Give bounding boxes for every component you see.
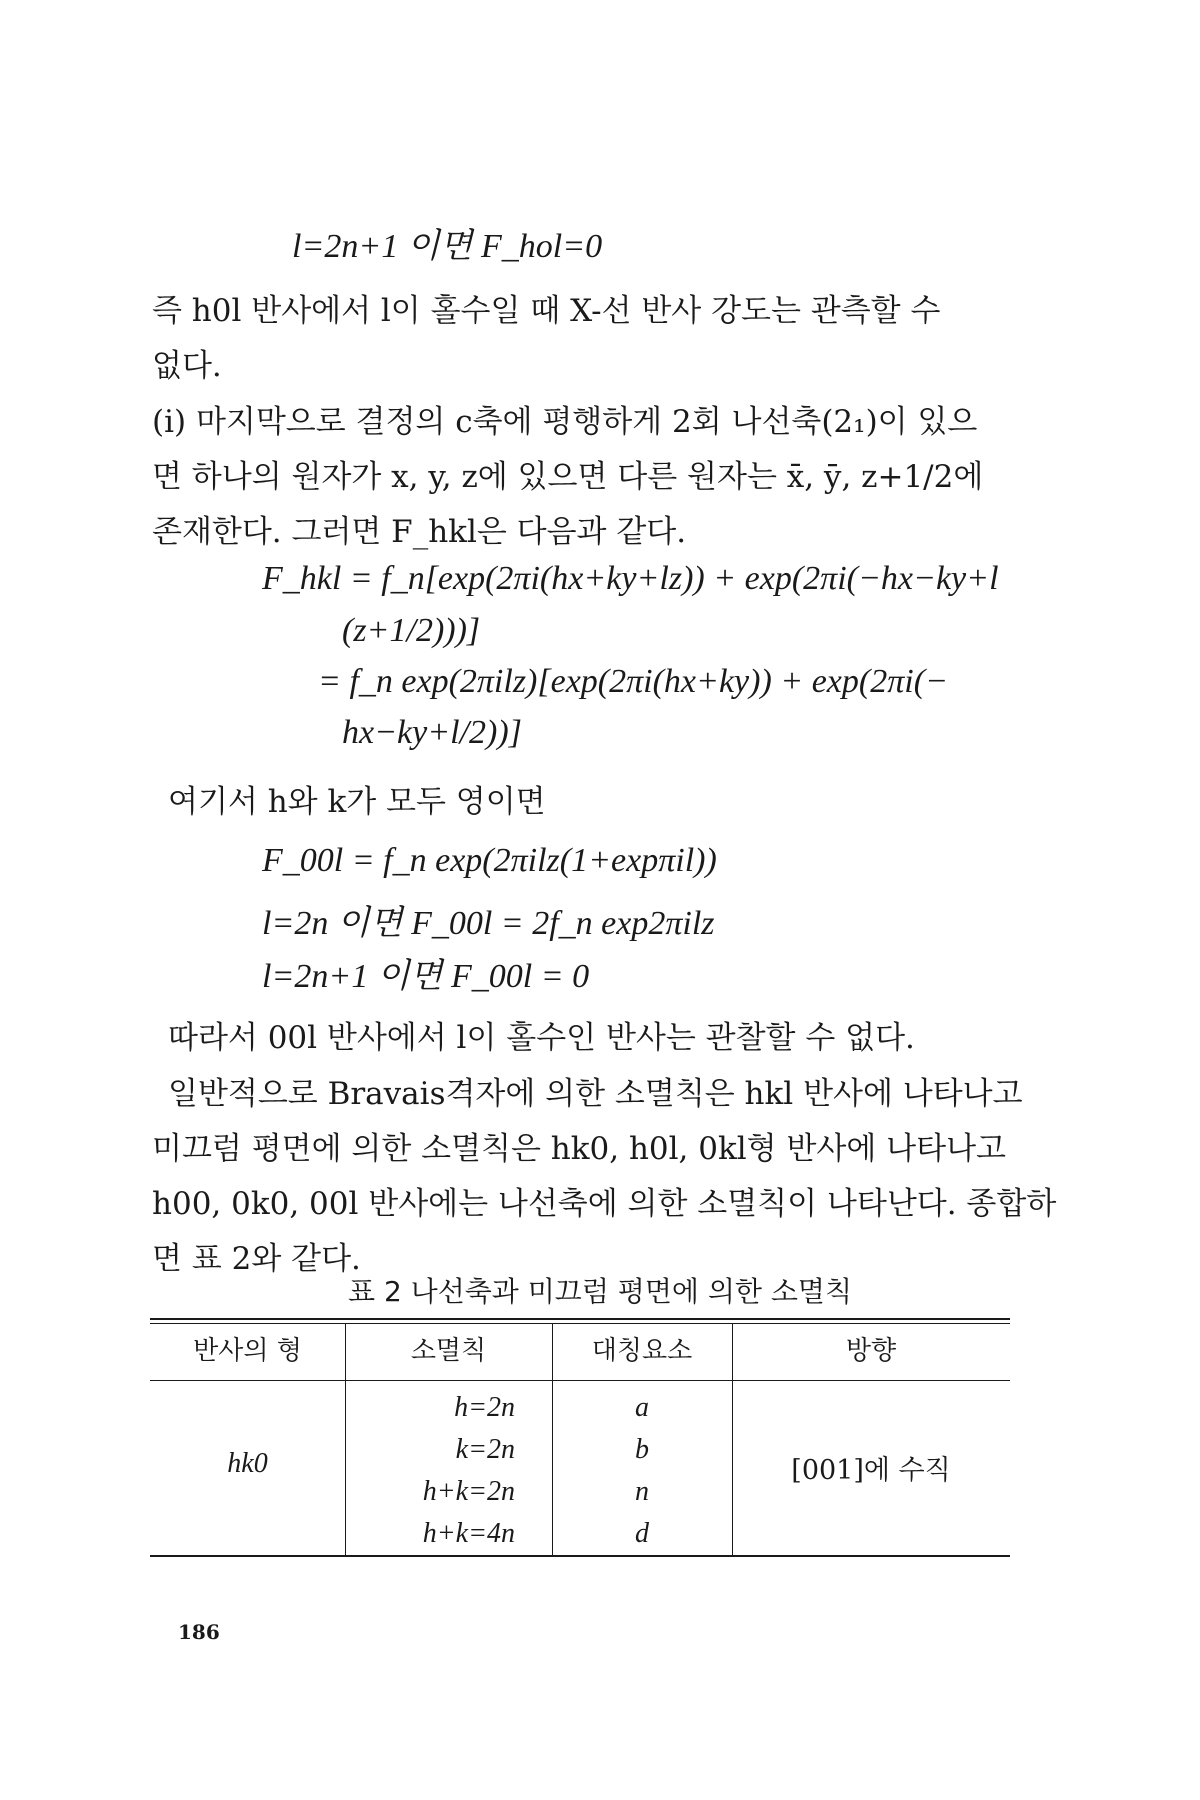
paragraph-5-line-1: 일반적으로 Bravais격자에 의한 소멸칙은 hkl 반사에 나타나고 bbox=[168, 1076, 1023, 1112]
table-header-cell: 대칭요소 bbox=[591, 1336, 693, 1366]
equation-1-line-4: hx−ky+l/2))] bbox=[342, 714, 522, 751]
paragraph-2-line-3: 존재한다. 그러면 F_hkl은 다음과 같다. bbox=[152, 514, 687, 550]
table-cell-condition: k=2n bbox=[455, 1434, 515, 1465]
paragraph-5-line-3: h00, 0k0, 00l 반사에는 나선축에 의한 소멸칙이 나타난다. 종합하 bbox=[152, 1186, 1057, 1222]
table-cell-element: n bbox=[635, 1476, 649, 1507]
paragraph-2-line-1: (i) 마지막으로 결정의 c축에 평행하게 2회 나선축(2₁)이 있으 bbox=[152, 404, 978, 440]
equation-2-line-1: F_00l = f_n exp(2πilz(1+expπil)) bbox=[262, 842, 717, 879]
table-cell-condition: h=2n bbox=[454, 1392, 515, 1423]
equation-1-line-1: F_hkl = f_n[exp(2πi(hx+ky+lz)) + exp(2πi(−hx−ky+l bbox=[262, 560, 999, 597]
table-top-rule-inner bbox=[150, 1323, 1010, 1324]
table-bottom-rule bbox=[150, 1555, 1010, 1557]
table-cell-type: hk0 bbox=[227, 1448, 268, 1479]
paragraph-3: 여기서 h와 k가 모두 영이면 bbox=[168, 784, 546, 820]
table-header-cell: 방향 bbox=[845, 1336, 897, 1366]
paragraph-1-line-2: 없다. bbox=[152, 348, 222, 384]
table-cell-direction: [001]에 수직 bbox=[791, 1455, 951, 1486]
table-cell-element: b bbox=[635, 1434, 649, 1465]
table-top-rule bbox=[150, 1318, 1010, 1320]
table-cell-element: a bbox=[635, 1392, 649, 1423]
equation-top: l=2n+1 이면 F_hol=0 bbox=[292, 228, 603, 265]
equation-1-line-3: = f_n exp(2πilz)[exp(2πi(hx+ky)) + exp(2πi(− bbox=[318, 663, 948, 700]
table-header-cell: 반사의 형 bbox=[193, 1336, 302, 1366]
equation-2-line-3: l=2n+1 이면 F_00l = 0 bbox=[262, 958, 590, 995]
paragraph-2-line-2: 면 하나의 원자가 x, y, z에 있으면 다른 원자는 x̄, ȳ, z+1/2에 bbox=[152, 459, 984, 495]
paragraph-1-line-1: 즉 h0l 반사에서 l이 홀수일 때 X-선 반사 강도는 관측할 수 bbox=[152, 293, 941, 329]
table-cell-condition: h+k=2n bbox=[422, 1476, 515, 1507]
equation-2-line-2: l=2n 이면 F_00l = 2f_n exp2πilz bbox=[262, 905, 715, 942]
paragraph-4: 따라서 00l 반사에서 l이 홀수인 반사는 관찰할 수 없다. bbox=[168, 1020, 915, 1056]
table-caption: 표 2 나선축과 미끄럼 평면에 의한 소멸칙 bbox=[348, 1275, 852, 1308]
page-number: 186 bbox=[178, 1620, 220, 1644]
paragraph-5-line-4: 면 표 2와 같다. bbox=[152, 1241, 361, 1277]
table-cell-condition: h+k=4n bbox=[422, 1518, 515, 1549]
table-cell-element: d bbox=[635, 1518, 649, 1549]
table-header-cell: 소멸칙 bbox=[410, 1336, 487, 1366]
equation-1-line-2: (z+1/2)))] bbox=[342, 612, 481, 649]
table-header-rule bbox=[150, 1380, 1010, 1381]
paragraph-5-line-2: 미끄럼 평면에 의한 소멸칙은 hk0, h0l, 0kl형 반사에 나타나고 bbox=[152, 1131, 1006, 1167]
